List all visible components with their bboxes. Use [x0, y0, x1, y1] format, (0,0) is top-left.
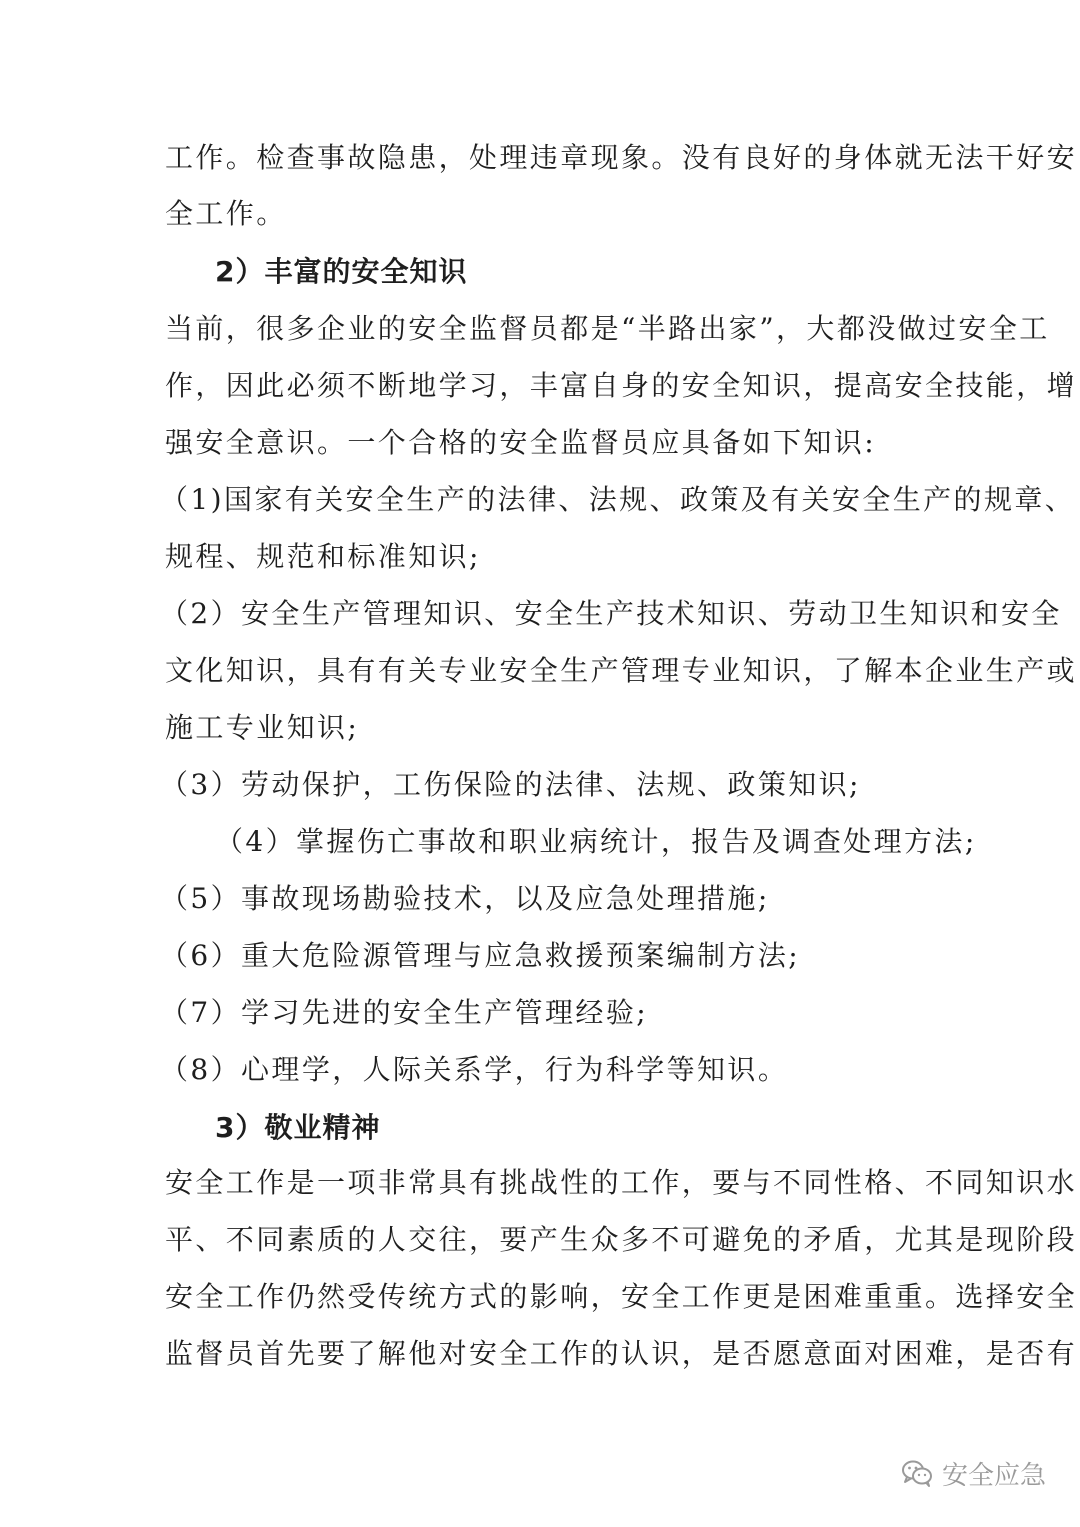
list-item: （2）安全生产管理知识、安全生产技术知识、劳动卫生知识和安全	[160, 597, 1062, 630]
wechat-icon	[900, 1456, 934, 1490]
watermark	[900, 1453, 1046, 1493]
text-line: 监督员首先要了解他对安全工作的认识，是否愿意面对困难，是否有	[165, 1337, 1078, 1370]
section-heading: 2）丰富的安全知识	[215, 255, 468, 288]
text-line: 规程、规范和标准知识;	[165, 540, 481, 573]
section-heading: 3）敬业精神	[215, 1111, 381, 1144]
text-line: 全工作。	[165, 197, 287, 230]
text-line: 文化知识，具有有关专业安全生产管理专业知识，了解本企业生产或	[165, 654, 1078, 687]
list-item: （8）心理学，人际关系学，行为科学等知识。	[160, 1053, 789, 1086]
list-item: （1)国家有关安全生产的法律、法规、政策及有关安全生产的规章、	[160, 483, 1076, 516]
list-item: （4）掌握伤亡事故和职业病统计，报告及调查处理方法;	[215, 825, 977, 858]
text-line: 安全工作是一项非常具有挑战性的工作，要与不同性格、不同知识水	[165, 1166, 1078, 1199]
list-item: （6）重大危险源管理与应急救援预案编制方法;	[160, 939, 801, 972]
list-item: （3）劳动保护，工伤保险的法律、法规、政策知识;	[160, 768, 861, 801]
text-line: 当前，很多企业的安全监督员都是“半路出家”，大都没做过安全工	[165, 312, 1050, 345]
text-line: 工作。检查事故隐患，处理违章现象。没有良好的身体就无法干好安	[165, 141, 1078, 174]
list-item: （5）事故现场勘验技术，以及应急处理措施;	[160, 882, 770, 915]
watermark-text: 安全应急	[942, 1460, 1047, 1491]
text-line: 强安全意识。一个合格的安全监督员应具备如下知识:	[165, 426, 877, 459]
text-line: 平、不同素质的人交往，要产生众多不可避免的矛盾，尤其是现阶段	[165, 1223, 1078, 1256]
text-line: 施工专业知识;	[165, 711, 360, 744]
text-line: 安全工作仍然受传统方式的影响，安全工作更是困难重重。选择安全	[165, 1280, 1078, 1313]
text-line: 作，因此必须不断地学习，丰富自身的安全知识，提高安全技能，增	[165, 369, 1078, 402]
list-item: （7）学习先进的安全生产管理经验;	[160, 996, 649, 1029]
